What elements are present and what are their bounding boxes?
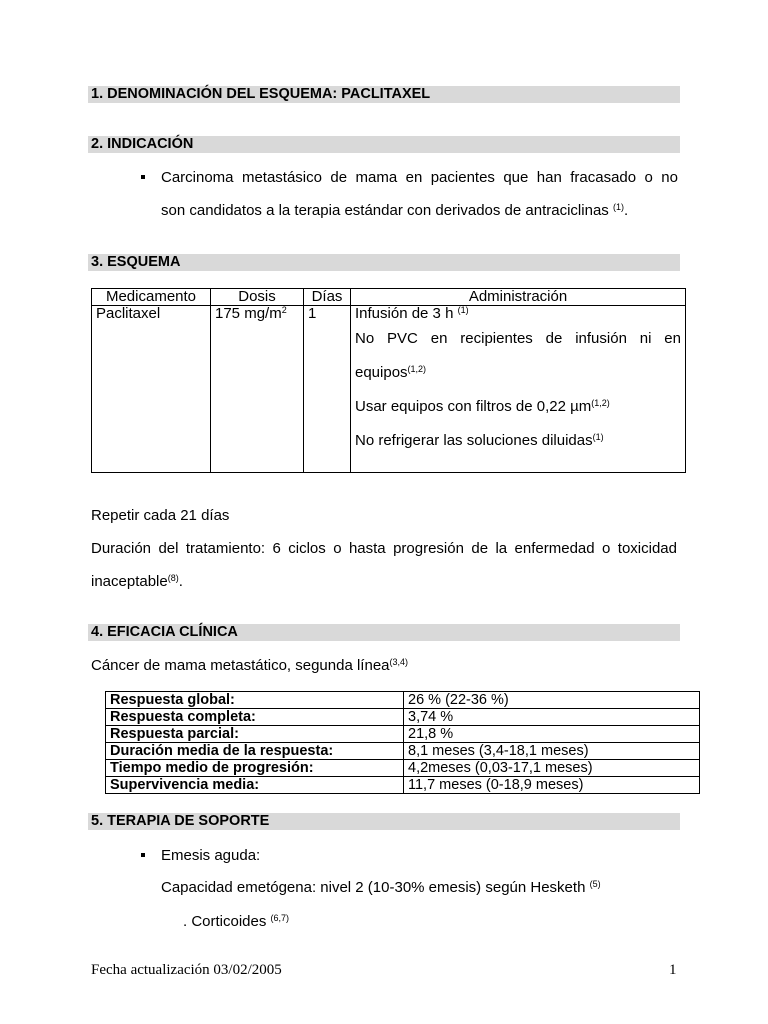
drug-cell: Paclitaxel: [92, 306, 211, 473]
adm-no-refrigerate: No refrigerar las soluciones diluidas$^{(1)}$: [355, 432, 604, 449]
section-title-denominacion: 1. DENOMINACIÓN DEL ESQUEMA: PACLITAXEL: [88, 86, 680, 103]
duration-line-1: Duración del tratamiento: 6 ciclos o hasta progresión de la enfermedad o toxicidad: [91, 540, 677, 557]
adm-filters: Usar equipos con filtros de 0,22 µm$^{(1,2)}$: [355, 398, 610, 415]
efficacy-value: 3,74 %: [404, 709, 700, 726]
table-row: [106, 692, 700, 709]
footer-date: Fecha actualización 03/02/2005: [91, 962, 282, 978]
efficacy-table: [105, 691, 700, 794]
indication-line-1: Carcinoma metastásico de mama en pacientes que han fracasado o no: [161, 169, 678, 186]
schema-row: [92, 306, 686, 473]
support-item-emesis: Emesis aguda:: [161, 847, 261, 864]
section-title-soporte: 5. TERAPIA DE SOPORTE: [88, 813, 680, 830]
table-row: [106, 743, 700, 760]
header-dosis: Dosis: [211, 289, 304, 306]
section-title-indicacion: 2. INDICACIÓN: [88, 136, 680, 153]
table-row: [106, 709, 700, 726]
adm-infusion: Infusión de 3 h $^{(1)}$: [355, 305, 469, 322]
repeat-text: Repetir cada 21 días: [91, 507, 230, 524]
table-row: [106, 760, 700, 777]
efficacy-value: 4,2meses (0,03-17,1 meses): [404, 760, 700, 777]
header-dias: Días: [304, 289, 351, 306]
efficacy-subtitle: Cáncer de mama metastático, segunda línea$^{(3,4)}$: [91, 657, 409, 674]
adm-equipos: equipos$^{(1,2)}$: [355, 364, 427, 381]
bullet-icon: [141, 175, 145, 179]
efficacy-key: Respuesta completa:: [106, 709, 404, 726]
efficacy-key: Supervivencia media:: [106, 777, 404, 794]
support-emetogenic-line: Capacidad emetógena: nivel 2 (10-30% emesis) según Hesketh $^{(5)}$: [161, 879, 601, 896]
section-title-esquema: 3. ESQUEMA: [88, 254, 680, 271]
schema-header-row: [92, 289, 686, 306]
support-corticoides-line: . Corticoides $^{(6,7)}$: [183, 913, 290, 930]
section-title-eficacia: 4. EFICACIA CLÍNICA: [88, 624, 680, 641]
efficacy-key: Respuesta parcial:: [106, 726, 404, 743]
efficacy-value: 26 % (22-36 %): [404, 692, 700, 709]
table-row: [106, 726, 700, 743]
administration-cell: [351, 306, 686, 473]
dose-cell: 175 $mg/m^2$: [211, 306, 304, 473]
header-administracion: Administración: [351, 289, 686, 306]
efficacy-value: 21,8 %: [404, 726, 700, 743]
efficacy-key: Duración media de la respuesta:: [106, 743, 404, 760]
indication-line-2: son candidatos a la terapia estándar con derivados de antraciclinas $^{(1)}$.: [161, 202, 629, 219]
efficacy-key: Tiempo medio de progresión:: [106, 760, 404, 777]
efficacy-value: 11,7 meses (0-18,9 meses): [404, 777, 700, 794]
table-row: [106, 777, 700, 794]
adm-no-pvc: No PVC en recipientes de infusión ni en: [355, 330, 681, 347]
schema-table: [91, 288, 686, 473]
duration-line-2: inaceptable$^{(8)}$.: [91, 573, 183, 590]
bullet-icon: [141, 853, 145, 857]
efficacy-value: 8,1 meses (3,4-18,1 meses): [404, 743, 700, 760]
days-cell: 1: [304, 306, 351, 473]
footer-page-number: 1: [669, 962, 677, 978]
header-medicamento: Medicamento: [92, 289, 211, 306]
efficacy-key: Respuesta global:: [106, 692, 404, 709]
